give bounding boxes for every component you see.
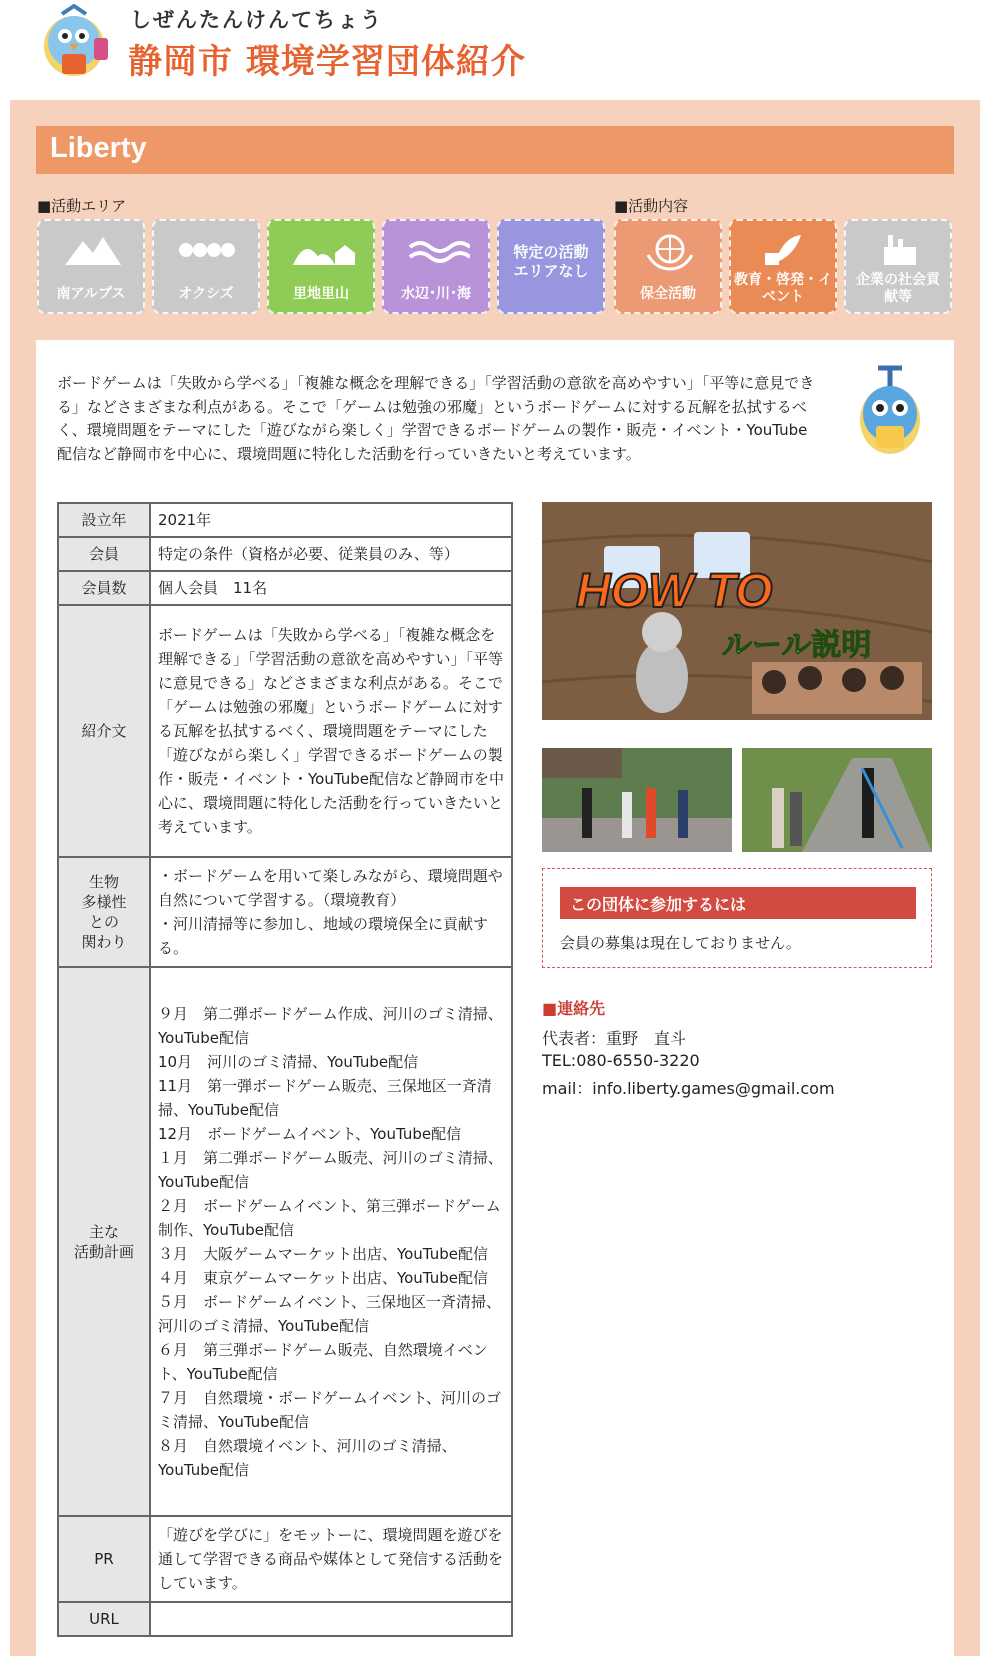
plan-line: ６月 第三弾ボードゲーム販売、自然環境イベント、YouTube配信 [158, 1340, 488, 1383]
area-tile-label: 南アルプス [56, 286, 126, 302]
activity-tile-conservation[interactable] [614, 219, 722, 314]
area-tile-okushizu[interactable] [152, 219, 260, 314]
info-table [57, 502, 513, 1637]
site-subtitle: しぜんたんけんてちょう [130, 8, 383, 32]
waves-icon [408, 233, 470, 267]
activity-photo-illustration [742, 748, 932, 852]
area-tile-label: 里地里山 [293, 286, 349, 302]
plan-line: ８月 自然環境イベント、河川のゴミ清掃、YouTube配信 [158, 1436, 457, 1479]
row-value: 個人会員 11名 [150, 571, 512, 605]
site-title: 静岡市 環境学習団体紹介 [128, 42, 526, 82]
site-header [0, 0, 990, 100]
table-row [58, 537, 512, 571]
table-row [58, 1516, 512, 1602]
row-key: 会員 [58, 537, 150, 571]
bird-mascot-icon [34, 4, 124, 82]
plan-line: ３月 大阪ゲームマーケット出店、YouTube配信 [158, 1244, 488, 1263]
key-line: 主な [88, 1222, 119, 1241]
area-tile-minami-alps[interactable] [37, 219, 145, 314]
plan-line: 10月 河川のゴミ清掃、YouTube配信 [158, 1052, 419, 1071]
org-name: Liberty [50, 132, 147, 164]
plan-line: 12月 ボードゲームイベント、YouTube配信 [158, 1124, 462, 1143]
table-row [58, 571, 512, 605]
join-text: 会員の募集は現在しておりません。 [560, 934, 801, 952]
factory-icon [870, 233, 930, 267]
globe-hands-icon [640, 233, 700, 271]
row-key: URL [58, 1602, 150, 1636]
table-row [58, 503, 512, 537]
row-key [58, 857, 150, 967]
row-value [150, 857, 512, 967]
plan-line: ４月 東京ゲームマーケット出店、YouTube配信 [158, 1268, 488, 1287]
url-value[interactable] [150, 1602, 512, 1636]
key-line: 関わり [81, 933, 127, 951]
activity-photo-left [542, 748, 732, 852]
contact-representative: 代表者：重野 直斗 [542, 1029, 687, 1048]
area-tile-label: 特定の活動エリアなし [513, 243, 589, 280]
plan-line: 11月 第一弾ボードゲーム販売、三保地区一斉清掃、YouTube配信 [158, 1076, 492, 1119]
okushizu-icon [178, 233, 238, 267]
plan-line: ７月 自然環境・ボードゲームイベント、河川のゴミ清掃、YouTube配信 [158, 1388, 502, 1431]
rule-text: ルール説明 [722, 628, 872, 663]
activity-tile-label: 教育・啓発・イベント [734, 272, 832, 305]
area-section-label: ■活動エリア [37, 197, 127, 215]
activity-tile-education[interactable] [729, 219, 837, 314]
row-key [58, 967, 150, 1516]
row-key: PR [58, 1516, 150, 1602]
beetle-mascot-icon [850, 360, 930, 460]
area-tile-label: オクシズ [178, 286, 234, 302]
row-value: ボードゲームは「失敗から学べる」「複雑な概念を理解できる」「学習活動の意欲を高めやすい」「平等に意見できる」などさまざまな利点がある。そこで「ゲームは勉強の邪魔」というボードゲームに対する瓦解を払拭するべく、環境問題をテーマにした「遊びながら楽しく」学習できるボードゲームの製作・販売・イベント・YouTube配信など静岡市を中心に、環境問題に特化した活動を行っていきたいと考えています。 [150, 605, 512, 857]
how-to-photo [542, 502, 932, 720]
contact-mail[interactable]: mail：info.liberty.games@gmail.com [542, 1079, 835, 1098]
table-row [58, 1602, 512, 1636]
satoyama-icon [293, 233, 355, 267]
plan-line: ２月 ボードゲームイベント、第三弾ボードゲーム制作、YouTube配信 [158, 1196, 501, 1239]
plan-line: ９月 第二弾ボードゲーム作成、河川のゴミ清掃、YouTube配信 [158, 1004, 503, 1047]
contact-heading: ■連絡先 [542, 999, 606, 1018]
how-to-text: HOW TO [576, 565, 773, 618]
join-heading: この団体に参加するには [560, 887, 916, 919]
org-name-bar [36, 126, 954, 174]
key-line: との [88, 913, 119, 931]
area-tile-waterside[interactable] [382, 219, 490, 314]
activity-photo-right [742, 748, 932, 852]
value-line: ・ボードゲームを用いて楽しみながら、環境問題や自然について学習する。（環境教育） [158, 867, 503, 909]
table-row [58, 605, 512, 857]
area-tile-satoyama[interactable] [267, 219, 375, 314]
activity-section-label: ■活動内容 [614, 197, 689, 215]
activity-tile-corporate[interactable] [844, 219, 952, 314]
row-value [150, 967, 512, 1516]
table-row [58, 967, 512, 1516]
plan-line: １月 第二弾ボードゲーム販売、河川のゴミ清掃、YouTube配信 [158, 1148, 503, 1191]
row-key: 紹介文 [58, 605, 150, 857]
row-key: 設立年 [58, 503, 150, 537]
row-key: 会員数 [58, 571, 150, 605]
mountain-icon [63, 233, 123, 267]
area-tile-label: 水辺･川･海 [401, 286, 471, 302]
intro-text: ボードゲームは「失敗から学べる」「複雑な概念を理解できる」「学習活動の意欲を高めやすい」「平等に意見できる」などさまざまな利点がある。そこで「ゲームは勉強の邪魔」というボードゲームに対する瓦解を払拭するべく、環境問題をテーマにした「遊びながら楽しく」学習できるボードゲームの製作・販売・イベント・YouTube配信など静岡市を中心に、環境問題に特化した活動を行っていきたいと考えています。 [57, 374, 815, 463]
key-line: 生物 [88, 873, 119, 891]
education-icon [755, 233, 815, 267]
row-value: 「遊びを学びに」をモットーに、環境問題を遊びを通して学習できる商品や媒体として発信する活動をしています。 [150, 1516, 512, 1602]
key-line: 活動計画 [73, 1242, 134, 1261]
area-tile-no-area[interactable] [497, 219, 605, 314]
value-line: ・河川清掃等に参加し、地域の環境保全に貢献する。 [158, 915, 489, 957]
row-value: 特定の条件（資格が必要、従業員のみ、等） [150, 537, 512, 571]
activity-photo-illustration [542, 748, 732, 852]
key-line: 多様性 [81, 893, 127, 911]
activity-tile-label: 保全活動 [640, 286, 696, 302]
row-value: 2021年 [150, 503, 512, 537]
table-row [58, 857, 512, 967]
activity-tile-label: 企業の社会貢献等 [856, 272, 940, 305]
contact-tel[interactable]: TEL:080-6550-3220 [542, 1051, 700, 1070]
plan-line: ５月 ボードゲームイベント、三保地区一斉清掃、河川のゴミ清掃、YouTube配信 [158, 1292, 502, 1335]
